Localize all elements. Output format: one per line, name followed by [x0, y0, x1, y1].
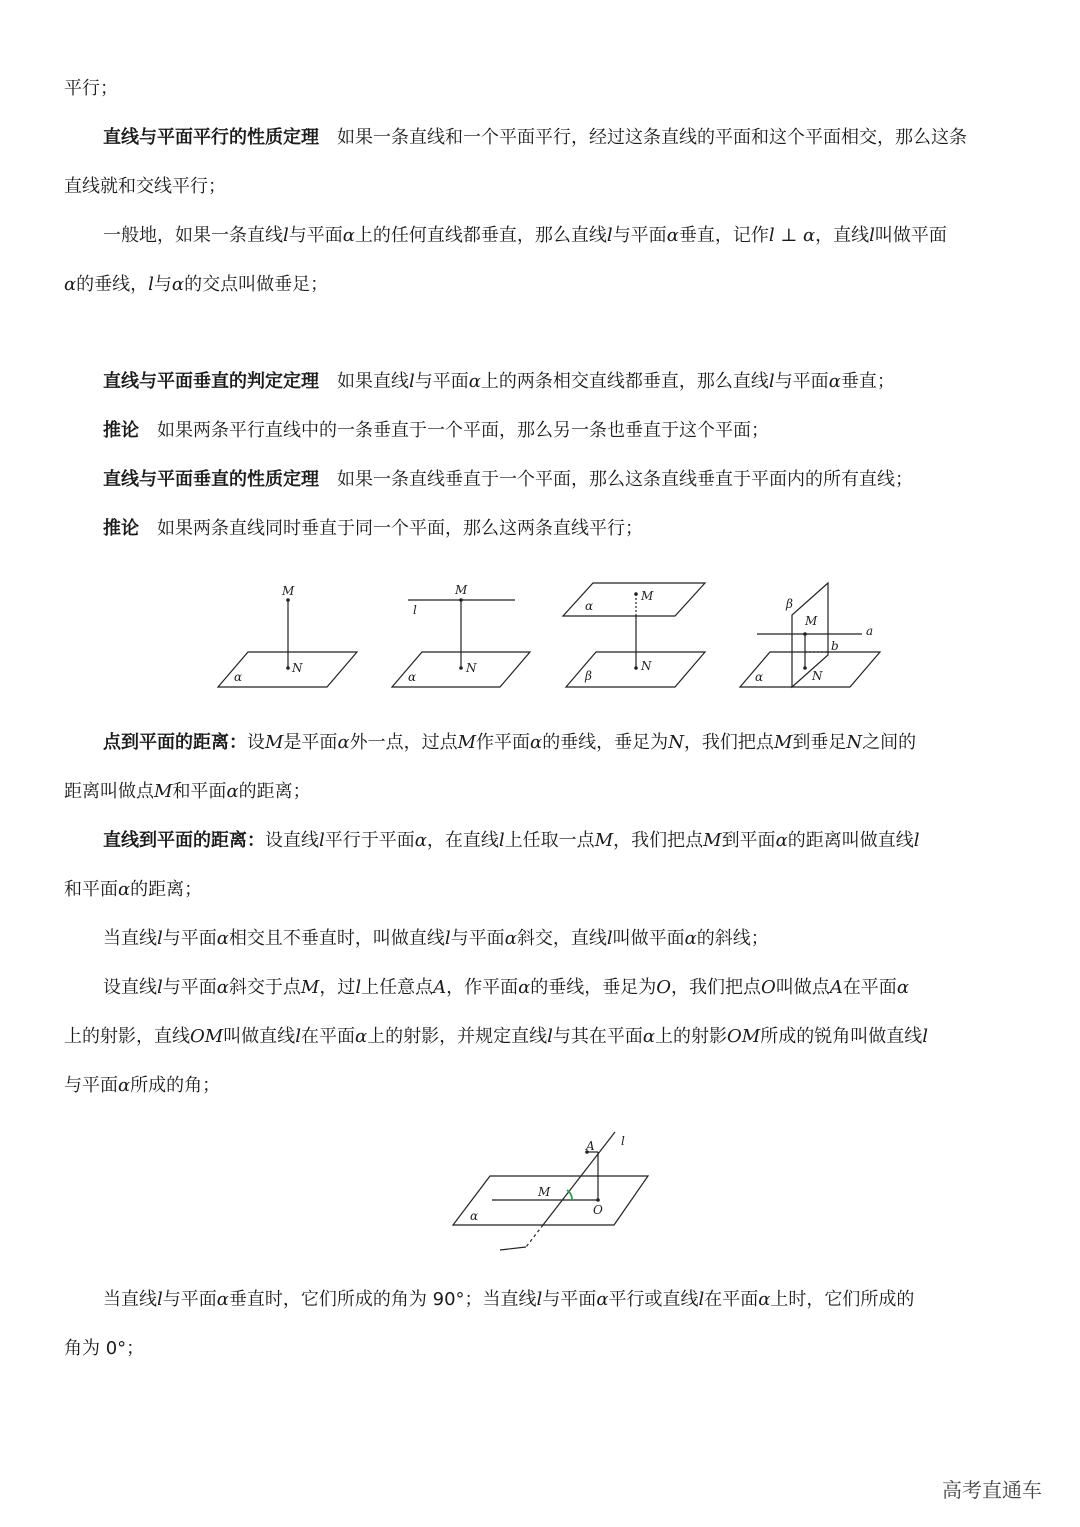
- label-M: M: [282, 584, 295, 598]
- line-l-above: [543, 1132, 615, 1225]
- paragraph-text: 的交点叫做垂足；: [184, 274, 329, 295]
- math-alpha: α: [342, 225, 355, 246]
- math-O: O: [761, 977, 776, 998]
- text-line: [103, 975, 1080, 1001]
- paragraph-text: ，我们把点: [671, 977, 762, 998]
- math-alpha: α: [896, 977, 909, 998]
- text-line: [64, 1024, 1080, 1050]
- text-line: [103, 418, 1080, 444]
- math-l: l: [319, 830, 325, 851]
- label-M: M: [641, 589, 654, 603]
- label-a: a: [866, 624, 874, 638]
- math-l: l: [913, 830, 920, 851]
- text-line: [103, 223, 1080, 249]
- math-l: l: [869, 225, 875, 246]
- text-line: [64, 1336, 1080, 1362]
- text-line: [103, 516, 1080, 542]
- label-alpha: α: [585, 599, 594, 613]
- math-l: l: [498, 830, 505, 851]
- paragraph-text: ，作平面: [446, 977, 519, 998]
- definition-title: 直线到平面的距离：: [103, 830, 265, 851]
- math-alpha: α: [666, 225, 679, 246]
- text-line: [103, 730, 1080, 756]
- paragraph-text: 平行或直线: [608, 1289, 699, 1310]
- figure-point-plane-perpendicular: [0, 578, 1080, 698]
- label-alpha: α: [234, 670, 243, 684]
- text-line: [103, 1287, 1080, 1313]
- math-N: N: [846, 732, 863, 753]
- point-N: [286, 666, 290, 670]
- math-O: O: [656, 977, 672, 998]
- math-alpha: α: [758, 1289, 771, 1310]
- label-beta: β: [786, 597, 793, 611]
- math-alpha: α: [226, 781, 239, 802]
- paragraph-text: 平行；: [64, 78, 118, 99]
- angle-arc: [567, 1190, 572, 1200]
- paragraph-text: 上任意点: [361, 977, 434, 998]
- paragraph-text: 设: [247, 732, 265, 753]
- paragraph-text: 当直线: [103, 1289, 157, 1310]
- paragraph-text: 如果一条直线和一个平面平行，经过这条直线的平面和这个平面相交，那么这条: [337, 127, 967, 148]
- paragraph-text: 斜交于点: [228, 977, 301, 998]
- math-M: M: [265, 732, 284, 753]
- paragraph-text: 角为 0°；: [64, 1338, 145, 1359]
- paragraph-text: 的距离；: [130, 879, 203, 900]
- paragraph-text: 上的任何直线都垂直，那么直线: [354, 225, 607, 246]
- paragraph-text: 与平面: [450, 928, 505, 949]
- math-l: l: [606, 225, 613, 246]
- math-alpha: α: [828, 371, 841, 392]
- math-alpha: α: [354, 1026, 368, 1047]
- line-l-hidden: [526, 1225, 543, 1247]
- label-b: b: [831, 639, 839, 653]
- paragraph-text: 上任取一点: [504, 830, 595, 851]
- math-l: l: [295, 1026, 301, 1047]
- paragraph-text: 一般地，如果一条直线: [103, 225, 283, 246]
- paragraph-text: 是平面: [283, 732, 338, 753]
- paragraph-text: 上的两条相交直线都垂直，那么直线: [480, 371, 769, 392]
- paragraph-text: 与平面: [162, 977, 217, 998]
- paragraph-text: 的垂线，: [76, 274, 149, 295]
- label-N: N: [812, 669, 823, 683]
- label-O: O: [593, 1203, 603, 1217]
- math-l: l: [547, 1026, 553, 1047]
- math-M: M: [703, 830, 722, 851]
- paragraph-text: 如果两条直线同时垂直于同一个平面，那么这两条直线平行；: [157, 518, 643, 539]
- paragraph-text: 和平面: [64, 879, 118, 900]
- paragraph-text: 所成的角；: [130, 1075, 221, 1096]
- paragraph-text: 与平面: [288, 225, 343, 246]
- paragraph-text: 斜交，直线: [516, 928, 607, 949]
- paragraph-text: 上的射影，直线: [64, 1026, 190, 1047]
- paragraph-text: 如果直线: [337, 371, 409, 392]
- point-M: [634, 592, 638, 596]
- paragraph-text: 的垂线，垂足为: [542, 732, 669, 753]
- paragraph-text: 之间的: [862, 732, 917, 753]
- label-N: N: [292, 661, 303, 675]
- math-alpha: α: [171, 274, 185, 295]
- math-l: l: [148, 274, 154, 295]
- plane-beta: [792, 583, 828, 687]
- label-alpha: α: [755, 670, 764, 684]
- paragraph-text: 的斜线；: [696, 928, 769, 949]
- paragraph-text: 当直线: [103, 928, 157, 949]
- math-OM: OM: [190, 1026, 224, 1047]
- paragraph-text: 平行于平面: [324, 830, 415, 851]
- label-beta: β: [585, 669, 592, 683]
- figure-line-plane-angle: [0, 1125, 1080, 1265]
- math-OM: OM: [727, 1026, 761, 1047]
- text-line: [103, 369, 1080, 395]
- point-M: [286, 598, 290, 602]
- math-M: M: [300, 977, 320, 998]
- paragraph-text: 与平面: [612, 225, 667, 246]
- paragraph-text: 距离叫做点: [64, 781, 154, 802]
- paragraph-text: 如果一条直线垂直于一个平面，那么这条直线垂直于平面内的所有直线；: [337, 469, 913, 490]
- paragraph-text: 叫做点: [775, 977, 830, 998]
- paragraph-text: ，在直线: [426, 830, 499, 851]
- definition-title: 点到平面的距离：: [103, 732, 247, 753]
- math-alpha: α: [596, 1289, 609, 1310]
- paragraph-text: 作平面: [476, 732, 531, 753]
- paragraph-text: 与平面: [64, 1075, 118, 1096]
- paragraph-text: 与平面: [542, 1289, 597, 1310]
- text-line: [64, 1073, 1080, 1099]
- math-l: l: [606, 928, 613, 949]
- math-l: l: [536, 1289, 543, 1310]
- text-line: [103, 125, 1080, 151]
- math-alpha: α: [468, 371, 481, 392]
- paragraph-text: 和平面: [172, 781, 227, 802]
- paragraph-text: 上的射影: [655, 1026, 728, 1047]
- text-line: [64, 877, 1080, 903]
- label-N: N: [466, 661, 477, 675]
- paragraph-text: 垂直；: [840, 371, 895, 392]
- line-l-below: [500, 1247, 526, 1250]
- math-alpha: α: [337, 732, 350, 753]
- math-alpha: α: [504, 928, 517, 949]
- paragraph-text: 相交且不垂直时，叫做直线: [228, 928, 445, 949]
- math-M: M: [457, 732, 477, 753]
- label-alpha: α: [470, 1209, 479, 1223]
- paragraph-text: 到平面: [721, 830, 776, 851]
- math-alpha: α: [64, 274, 77, 295]
- paragraph-text: 在平面: [300, 1026, 355, 1047]
- math-l: l: [157, 1289, 163, 1310]
- math-A: A: [829, 977, 843, 998]
- math-alpha: α: [775, 830, 788, 851]
- text-line: [103, 467, 1080, 493]
- watermark: 高考直通车: [942, 1478, 1042, 1502]
- paragraph-text: 垂直，记作: [678, 225, 769, 246]
- paragraph-text: 设直线: [103, 977, 157, 998]
- math-l: l: [922, 1026, 928, 1047]
- math-l: l: [444, 928, 451, 949]
- text-line: [64, 174, 1080, 200]
- paragraph-text: ，我们把点: [683, 732, 774, 753]
- math-alpha: α: [216, 977, 229, 998]
- point-M: [459, 598, 463, 602]
- theorem-title: 直线与平面垂直的性质定理: [103, 469, 319, 490]
- math-A: A: [433, 977, 447, 998]
- label-alpha: α: [408, 670, 417, 684]
- label-l: l: [413, 603, 417, 617]
- paragraph-text: 垂直时，它们所成的角为 90°；当直线: [228, 1289, 537, 1310]
- label-N: N: [641, 659, 652, 673]
- text-line: [64, 272, 1080, 298]
- paragraph-text: 到垂足: [792, 732, 847, 753]
- paragraph-text: 与平面: [162, 928, 217, 949]
- math-alpha: α: [684, 928, 697, 949]
- paragraph-text: ，我们把点: [613, 830, 704, 851]
- math-alpha: α: [414, 830, 427, 851]
- math-l: l: [157, 928, 163, 949]
- paragraph-text: 与其在平面: [552, 1026, 643, 1047]
- paragraph-text: 与平面: [774, 371, 829, 392]
- math-alpha: α: [216, 1289, 229, 1310]
- math-alpha: α: [216, 928, 229, 949]
- theorem-title: 直线与平面垂直的判定定理: [103, 371, 319, 392]
- paragraph-text: ，过: [319, 977, 356, 998]
- text-line: [103, 828, 1080, 854]
- text-line: [64, 76, 1080, 102]
- paragraph-text: 在平面: [704, 1289, 759, 1310]
- paragraph-text: 外一点，过点: [349, 732, 458, 753]
- math-l: l: [157, 977, 163, 998]
- text-line: [103, 926, 1080, 952]
- math-l: l: [409, 371, 415, 392]
- paragraph-text: 直线就和交线平行；: [64, 176, 226, 197]
- paragraph-text: 的距离叫做直线: [787, 830, 914, 851]
- math-alpha: α: [530, 732, 543, 753]
- math-l: l: [768, 371, 775, 392]
- math-alpha: α: [642, 1026, 656, 1047]
- math-alpha: α: [118, 1075, 131, 1096]
- paragraph-text: 在平面: [842, 977, 897, 998]
- math-l: l: [283, 225, 289, 246]
- math-l: l: [355, 977, 362, 998]
- paragraph-text: 叫做平面: [874, 225, 947, 246]
- paragraph-text: 设直线: [265, 830, 319, 851]
- label-M: M: [455, 583, 468, 597]
- paragraph-text: 上的射影，并规定直线: [367, 1026, 548, 1047]
- math-l: l: [698, 1289, 705, 1310]
- paragraph-text: 叫做直线: [223, 1026, 296, 1047]
- paragraph-text: 上时，它们所成的: [770, 1289, 915, 1310]
- paragraph-text: 所成的锐角叫做直线: [760, 1026, 923, 1047]
- label-l: l: [621, 1134, 625, 1148]
- math-M: M: [594, 830, 614, 851]
- paragraph-text: 的距离；: [238, 781, 311, 802]
- point-N: [459, 666, 463, 670]
- math-M: M: [773, 732, 793, 753]
- point-N: [634, 666, 638, 670]
- paragraph-text: 与: [153, 274, 172, 295]
- paragraph-text: 与平面: [162, 1289, 217, 1310]
- corollary-title: 推论: [103, 518, 139, 539]
- paragraph-text: 的垂线，垂足为: [530, 977, 657, 998]
- math-alpha: α: [518, 977, 531, 998]
- label-A: A: [586, 1139, 595, 1153]
- point-M: [803, 632, 807, 636]
- paragraph-text: 与平面: [414, 371, 469, 392]
- text-line: [64, 779, 1080, 805]
- math-N: N: [668, 732, 684, 753]
- label-M: M: [805, 614, 818, 628]
- paragraph-text: 如果两条平行直线中的一条垂直于一个平面，那么另一条也垂直于这个平面；: [157, 420, 769, 441]
- math-M: M: [154, 781, 173, 802]
- corollary-title: 推论: [103, 420, 139, 441]
- theorem-title: 直线与平面平行的性质定理: [103, 127, 319, 148]
- math-alpha: α: [118, 879, 131, 900]
- math-perp: l ⊥ α: [768, 225, 816, 246]
- point-O: [596, 1198, 600, 1202]
- paragraph-text: ，直线: [815, 225, 870, 246]
- label-M: M: [538, 1185, 551, 1199]
- point-N: [803, 666, 807, 670]
- paragraph-text: 叫做平面: [612, 928, 685, 949]
